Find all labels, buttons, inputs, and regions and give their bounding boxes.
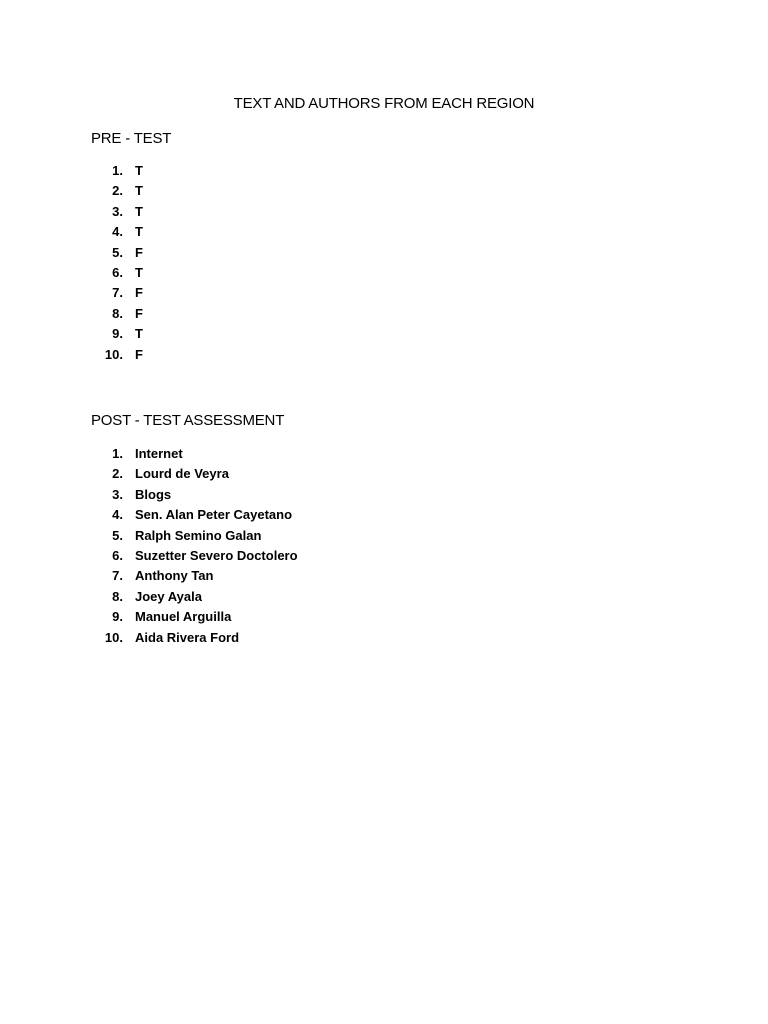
item-number: 4. — [112, 224, 123, 240]
item-number: 7. — [112, 568, 123, 584]
post-test-heading: POST - TEST ASSESSMENT — [91, 412, 285, 429]
pre-test-item — [0, 224, 768, 244]
pre-test-item — [0, 245, 768, 265]
pre-test-heading: PRE - TEST — [91, 130, 172, 147]
item-answer: T — [135, 183, 143, 199]
pre-test-item — [0, 183, 768, 203]
post-test-item — [0, 548, 768, 568]
pre-test-item — [0, 204, 768, 224]
item-number: 1. — [112, 163, 123, 178]
item-answer: T — [135, 264, 143, 280]
pre-test-item — [0, 306, 768, 326]
post-test-item — [0, 466, 768, 486]
post-test-item — [0, 528, 768, 548]
item-number: 6. — [112, 547, 123, 563]
item-number: 1. — [112, 446, 123, 461]
item-answer: F — [135, 285, 143, 301]
item-number: 5. — [112, 527, 123, 543]
item-answer: F — [135, 244, 143, 260]
item-answer: F — [135, 305, 143, 321]
item-answer: Suzetter Severo Doctolero — [135, 547, 298, 563]
pre-test-item — [0, 265, 768, 285]
item-number: 9. — [112, 609, 123, 625]
item-answer: Manuel Arguilla — [135, 609, 232, 625]
post-test-answer-list — [0, 446, 768, 650]
post-test-item — [0, 609, 768, 629]
pre-test-item — [0, 347, 768, 367]
item-number: 3. — [112, 203, 123, 219]
item-answer: Aida Rivera Ford — [135, 629, 240, 645]
item-number: 8. — [112, 305, 123, 321]
item-number: 10. — [104, 629, 123, 645]
item-answer: Sen. Alan Peter Cayetano — [135, 507, 293, 523]
item-answer: T — [135, 203, 143, 219]
item-number: 2. — [112, 183, 123, 199]
item-answer: F — [135, 346, 143, 362]
item-number: 4. — [112, 507, 123, 523]
item-answer: Blogs — [135, 486, 172, 502]
document-title: TEXT AND AUTHORS FROM EACH REGION — [233, 95, 535, 112]
post-test-item — [0, 487, 768, 507]
item-answer: T — [135, 163, 143, 178]
item-number: 3. — [112, 486, 123, 502]
item-number: 6. — [112, 264, 123, 280]
item-answer: T — [135, 326, 143, 342]
pre-test-item — [0, 285, 768, 305]
post-test-item — [0, 507, 768, 527]
pre-test-item — [0, 326, 768, 346]
item-number: 5. — [112, 244, 123, 260]
item-answer: Anthony Tan — [135, 568, 214, 584]
item-number: 8. — [112, 588, 123, 604]
item-number: 7. — [112, 285, 123, 301]
post-test-item — [0, 446, 768, 466]
item-answer: Internet — [135, 446, 183, 461]
item-answer: T — [135, 224, 143, 240]
post-test-item — [0, 630, 768, 650]
item-answer: Joey Ayala — [135, 588, 202, 604]
pre-test-answer-list — [0, 163, 768, 367]
post-test-item — [0, 589, 768, 609]
item-number: 9. — [112, 326, 123, 342]
item-answer: Lourd de Veyra — [135, 466, 229, 482]
item-number: 10. — [104, 346, 123, 362]
post-test-item — [0, 568, 768, 588]
item-answer: Ralph Semino Galan — [135, 527, 262, 543]
pre-test-item — [0, 163, 768, 183]
item-number: 2. — [112, 466, 123, 482]
